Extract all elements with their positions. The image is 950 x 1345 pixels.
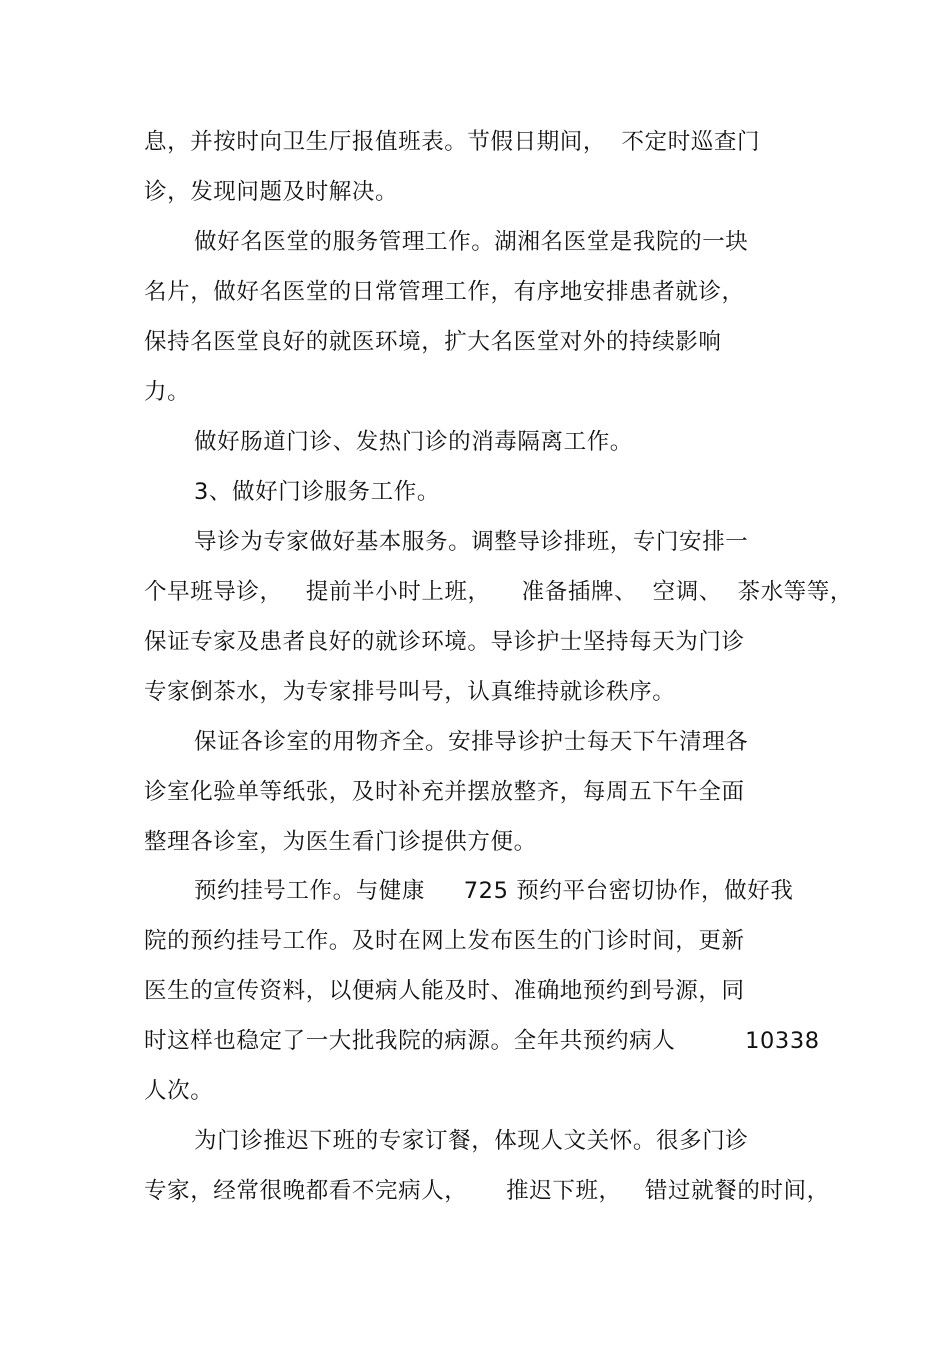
paragraph-start: 为门诊推迟下班的专家订餐，体现人文关怀。很多门诊 bbox=[194, 1128, 749, 1154]
text-line: 整理各诊室，为医生看门诊提供方便。 bbox=[144, 829, 537, 855]
text-line: 保证专家及患者良好的就诊环境。导诊护士坚持每天为门诊 bbox=[144, 629, 745, 655]
paragraph-start: 保证各诊室的用物齐全。安排导诊护士每天下午清理各 bbox=[194, 729, 749, 755]
paragraph-start: 导诊为专家做好基本服务。调整导诊排班，专门安排一 bbox=[194, 529, 749, 555]
text-line: 力。 bbox=[144, 379, 191, 405]
text-line: 保持名医堂良好的就医环境，扩大名医堂对外的持续影响 bbox=[144, 329, 722, 355]
text-line: 名片，做好名医堂的日常管理工作，有序地安排患者就诊， bbox=[144, 279, 745, 305]
text-line: 医生的宣传资料，以便病人能及时、准确地预约到号源，同 bbox=[144, 978, 745, 1004]
text-line: 时这样也稳定了一大批我院的病源。全年共预约病人 10338 bbox=[144, 1028, 820, 1054]
paragraph-start: 做好肠道门诊、发热门诊的消毒隔离工作。 bbox=[194, 429, 633, 455]
paragraph-start: 预约挂号工作。与健康 725 预约平台密切协作，做好我 bbox=[194, 878, 794, 904]
text-line: 专家，经常很晚都看不完病人， 推迟下班， 错过就餐的时间， bbox=[144, 1178, 830, 1204]
text-line: 院的预约挂号工作。及时在网上发布医生的门诊时间，更新 bbox=[144, 928, 745, 954]
text-line: 诊室化验单等纸张，及时补充并摆放整齐，每周五下午全面 bbox=[144, 779, 745, 805]
text-line: 息，并按时向卫生厅报值班表。节假日期间， 不定时巡查门 bbox=[144, 129, 761, 155]
paragraph-start: 做好名医堂的服务管理工作。湖湘名医堂是我院的一块 bbox=[194, 229, 749, 255]
section-heading: 3、做好门诊服务工作。 bbox=[194, 479, 440, 505]
text-line: 诊，发现问题及时解决。 bbox=[144, 179, 399, 205]
text-line: 个早班导诊， 提前半小时上班， 准备插牌、 空调、 茶水等等， bbox=[144, 579, 853, 605]
text-line: 专家倒茶水，为专家排号叫号，认真维持就诊秩序。 bbox=[144, 679, 676, 705]
text-line: 人次。 bbox=[144, 1078, 214, 1104]
